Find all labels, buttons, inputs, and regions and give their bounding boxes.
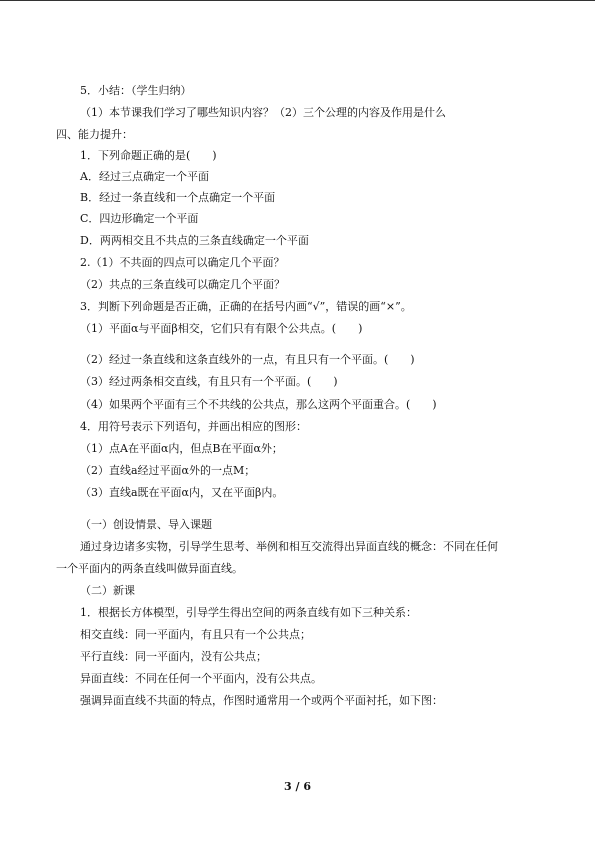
question-2-part-2: （2）共点的三条直线可以确定几个平面？ — [80, 278, 285, 291]
intro-paragraph-line-1: 通过身边诸多实物，引导学生思考、举例和相互交流得出异面直线的概念：不同在任何 — [80, 540, 498, 553]
option-d: D．两两相交且不共点的三条直线确定一个平面 — [80, 234, 309, 247]
question-2-part-1: 2.（1）不共面的四点可以确定几个平面？ — [80, 256, 285, 269]
relation-skew: 异面直线：不同在任何一个平面内，没有公共点。 — [80, 672, 322, 685]
option-b: B．经过一条直线和一个点确定一个平面 — [80, 191, 276, 204]
section-heading-intro: （一）创设情景、导入课题 — [80, 518, 212, 531]
new-lesson-point-1: 1．根据长方体模型，引导学生得出空间的两条直线有如下三种关系： — [80, 606, 417, 619]
relation-intersecting: 相交直线：同一平面内，有且只有一个公共点； — [80, 628, 311, 641]
question-3-item-2: （2）经过一条直线和这条直线外的一点，有且只有一个平面。( ) — [80, 353, 415, 366]
summary-heading: 5．小结：（学生归纳） — [80, 84, 192, 97]
question-1: 1．下列命题正确的是( ) — [80, 149, 217, 162]
top-rule — [0, 0, 595, 1]
question-3-item-4: （4）如果两个平面有三个不共线的公共点，那么这两个平面重合。( ) — [80, 398, 437, 411]
option-c: C．四边形确定一个平面 — [80, 212, 199, 225]
option-a: A．经过三点确定一个平面 — [80, 170, 209, 183]
question-3: 3．判断下列命题是否正确，正确的在括号内画“√”，错误的画“×”。 — [80, 300, 412, 313]
section-heading-new-lesson: （二）新课 — [80, 584, 135, 597]
question-3-item-1: （1）平面α与平面β相交，它们只有有限个公共点。( ) — [80, 322, 363, 335]
relation-parallel: 平行直线：同一平面内，没有公共点； — [80, 650, 267, 663]
page-number: 3 / 6 — [284, 780, 311, 793]
question-4-item-2: （2）直线a经过平面α外的一点M； — [80, 464, 256, 477]
question-4-item-1: （1）点A在平面α内，但点B在平面α外； — [80, 442, 283, 455]
summary-questions: （1）本节课我们学习了哪些知识内容？（2）三个公理的内容及作用是什么 — [80, 106, 446, 119]
intro-paragraph-line-2: 一个平面内的两条直线叫做异面直线。 — [56, 562, 243, 575]
section-heading-ability: 四、能力提升： — [56, 128, 133, 141]
skew-lines-emphasis: 强调异面直线不共面的特点，作图时通常用一个或两个平面衬托，如下图： — [80, 694, 443, 707]
question-4: 4．用符号表示下列语句，并画出相应的图形： — [80, 420, 307, 433]
question-4-item-3: （3）直线a既在平面α内，又在平面β内。 — [80, 486, 284, 499]
question-3-item-3: （3）经过两条相交直线，有且只有一个平面。( ) — [80, 375, 338, 388]
